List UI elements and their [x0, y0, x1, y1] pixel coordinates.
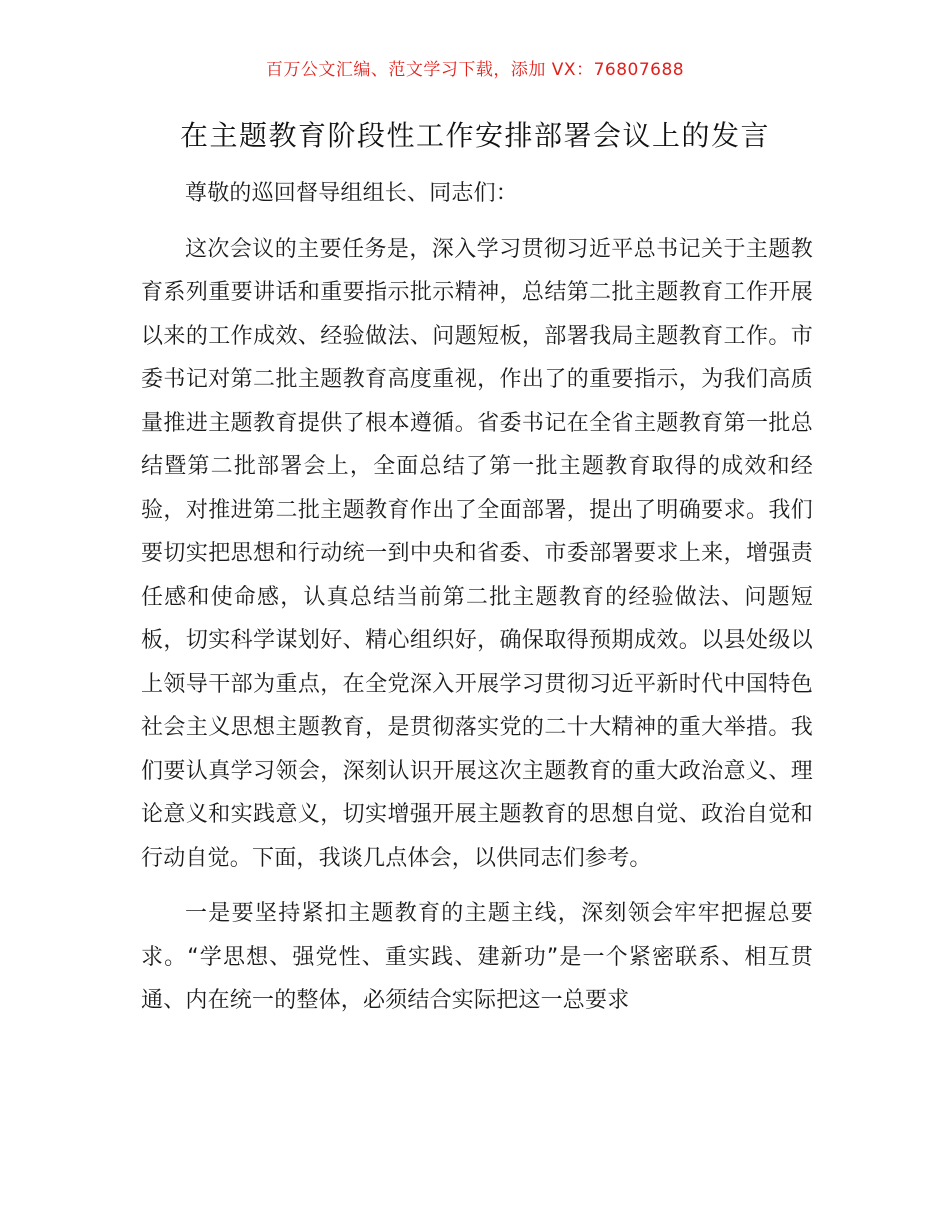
document-title: 在主题教育阶段性工作安排部署会议上的发言 [179, 119, 770, 152]
watermark-banner: 百万公文汇编、范文学习下载，添加 VX：76807688 [265, 60, 685, 80]
body-paragraph: 一是要坚持紧扣主题教育的主题主线，深刻领会牢牢把握总要求。“学思想、强党性、重实践、建新功”是一个紧密联系、相互贯通、内在统一的整体，必须结合实际把这一总要求 [141, 901, 813, 1013]
salutation-paragraph: 尊敬的巡回督导组组长、同志们： [185, 181, 519, 206]
document-body [141, 172, 813, 1035]
body-paragraph: 这次会议的主要任务是，深入学习贯彻习近平总书记关于主题教育系列重要讲话和重要指示批示精神，总结第二批主题教育工作开展以来的工作成效、经验做法、问题短板，部署我局主题教育工作。市委书记对第二批主题教育高度重视，作出了的重要指示，为我们高质量推进主题教育提供了根本遵循。省委书记在全省主题教育第一批总结暨第二批部署会上，全面总结了第一批主题教育取得的成效和经验，对推进第二批主题教育作出了全面部署，提出了明确要求。我们要切实把思想和行动统一到中央和省委、市委部署要求上来，增强责任感和使命感，认真总结当前第二批主题教育的经验做法、问题短板，切实科学谋划好、精心组织好，确保取得预期成效。以县处级以上领导干部为重点，在全党深入开展学习贯彻习近平新时代中国特色社会主义思想主题教育，是贯彻落实党的二十大精神的重大举措。我们要认真学习领会，深刻认识开展这次主题教育的重大政治意义、理论意义和实践意义，切实增强开展主题教育的思想自觉、政治自觉和行动自觉。下面，我谈几点体会，以供同志们参考。 [141, 236, 813, 871]
